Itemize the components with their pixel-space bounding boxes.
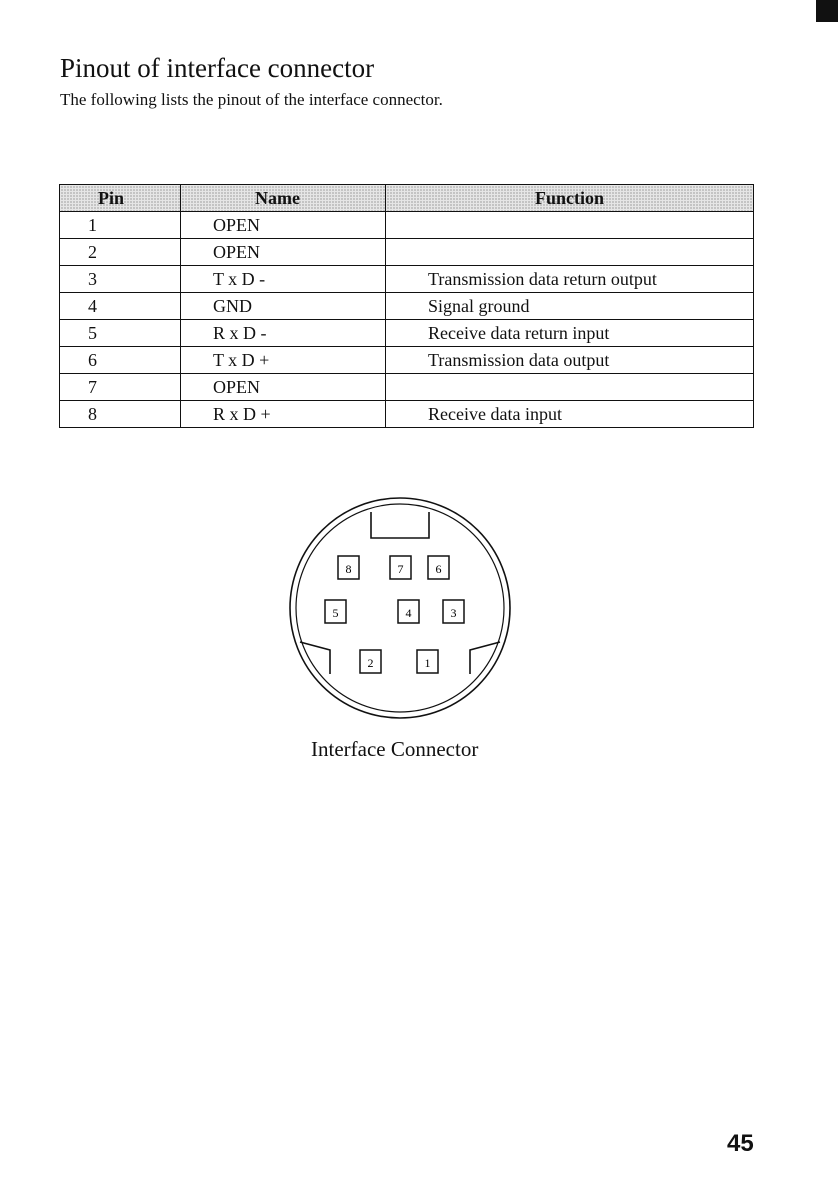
table-row: [60, 347, 754, 374]
intro-text: The following lists the pinout of the interface connector.: [60, 90, 443, 109]
cell-name: OPEN: [181, 212, 386, 239]
pin-4: [398, 600, 419, 623]
cell-name: GND: [181, 293, 386, 320]
table-row: [60, 239, 754, 266]
cell-name: R x D +: [181, 401, 386, 428]
table-row: [60, 212, 754, 239]
connector-top-key: [371, 512, 429, 538]
connector-left-cutout: [300, 642, 330, 674]
pin-5: [325, 600, 346, 623]
cell-function: Receive data return input: [386, 320, 754, 347]
page-number: 45: [727, 1130, 754, 1157]
cell-function: Transmission data return output: [386, 266, 754, 293]
connector-caption: Interface Connector: [311, 737, 479, 761]
pin-8-label: 8: [345, 562, 352, 576]
table-row: [60, 320, 754, 347]
cell-name: OPEN: [181, 374, 386, 401]
cell-pin: 7: [60, 374, 181, 401]
pin-1: [417, 650, 438, 673]
table-row: [60, 374, 754, 401]
connector-right-cutout: [470, 642, 500, 674]
pin-6-label: 6: [435, 562, 442, 576]
table-row: [60, 293, 754, 320]
pin-1-label: 1: [424, 656, 431, 670]
pin-3-label: 3: [450, 606, 457, 620]
cell-function: Receive data input: [386, 401, 754, 428]
cell-name: T x D +: [181, 347, 386, 374]
pin-5-label: 5: [332, 606, 339, 620]
cell-function: Transmission data output: [386, 347, 754, 374]
table-row: [60, 401, 754, 428]
header-pin: Pin: [60, 185, 181, 212]
header-name: Name: [181, 185, 386, 212]
pin-7: [390, 556, 411, 579]
cell-function: [386, 239, 754, 266]
pin-7-label: 7: [397, 562, 404, 576]
cell-name: R x D -: [181, 320, 386, 347]
pin-4-label: 4: [405, 606, 412, 620]
cell-pin: 8: [60, 401, 181, 428]
pin-6: [428, 556, 449, 579]
page-corner-mark: [816, 0, 838, 22]
cell-name: T x D -: [181, 266, 386, 293]
cell-pin: 3: [60, 266, 181, 293]
cell-function: Signal ground: [386, 293, 754, 320]
pin-3: [443, 600, 464, 623]
cell-pin: 5: [60, 320, 181, 347]
header-function: Function: [386, 185, 754, 212]
page-title: Pinout of interface connector: [60, 53, 375, 83]
pin-8: [338, 556, 359, 579]
table-header-row: [60, 185, 754, 212]
cell-pin: 1: [60, 212, 181, 239]
cell-pin: 2: [60, 239, 181, 266]
cell-function: [386, 374, 754, 401]
table-row: [60, 266, 754, 293]
pin-2-label: 2: [367, 656, 374, 670]
pin-2: [360, 650, 381, 673]
cell-function: [386, 212, 754, 239]
pinout-table: [59, 184, 754, 428]
connector-diagram: [280, 490, 520, 720]
cell-pin: 6: [60, 347, 181, 374]
cell-name: OPEN: [181, 239, 386, 266]
cell-pin: 4: [60, 293, 181, 320]
